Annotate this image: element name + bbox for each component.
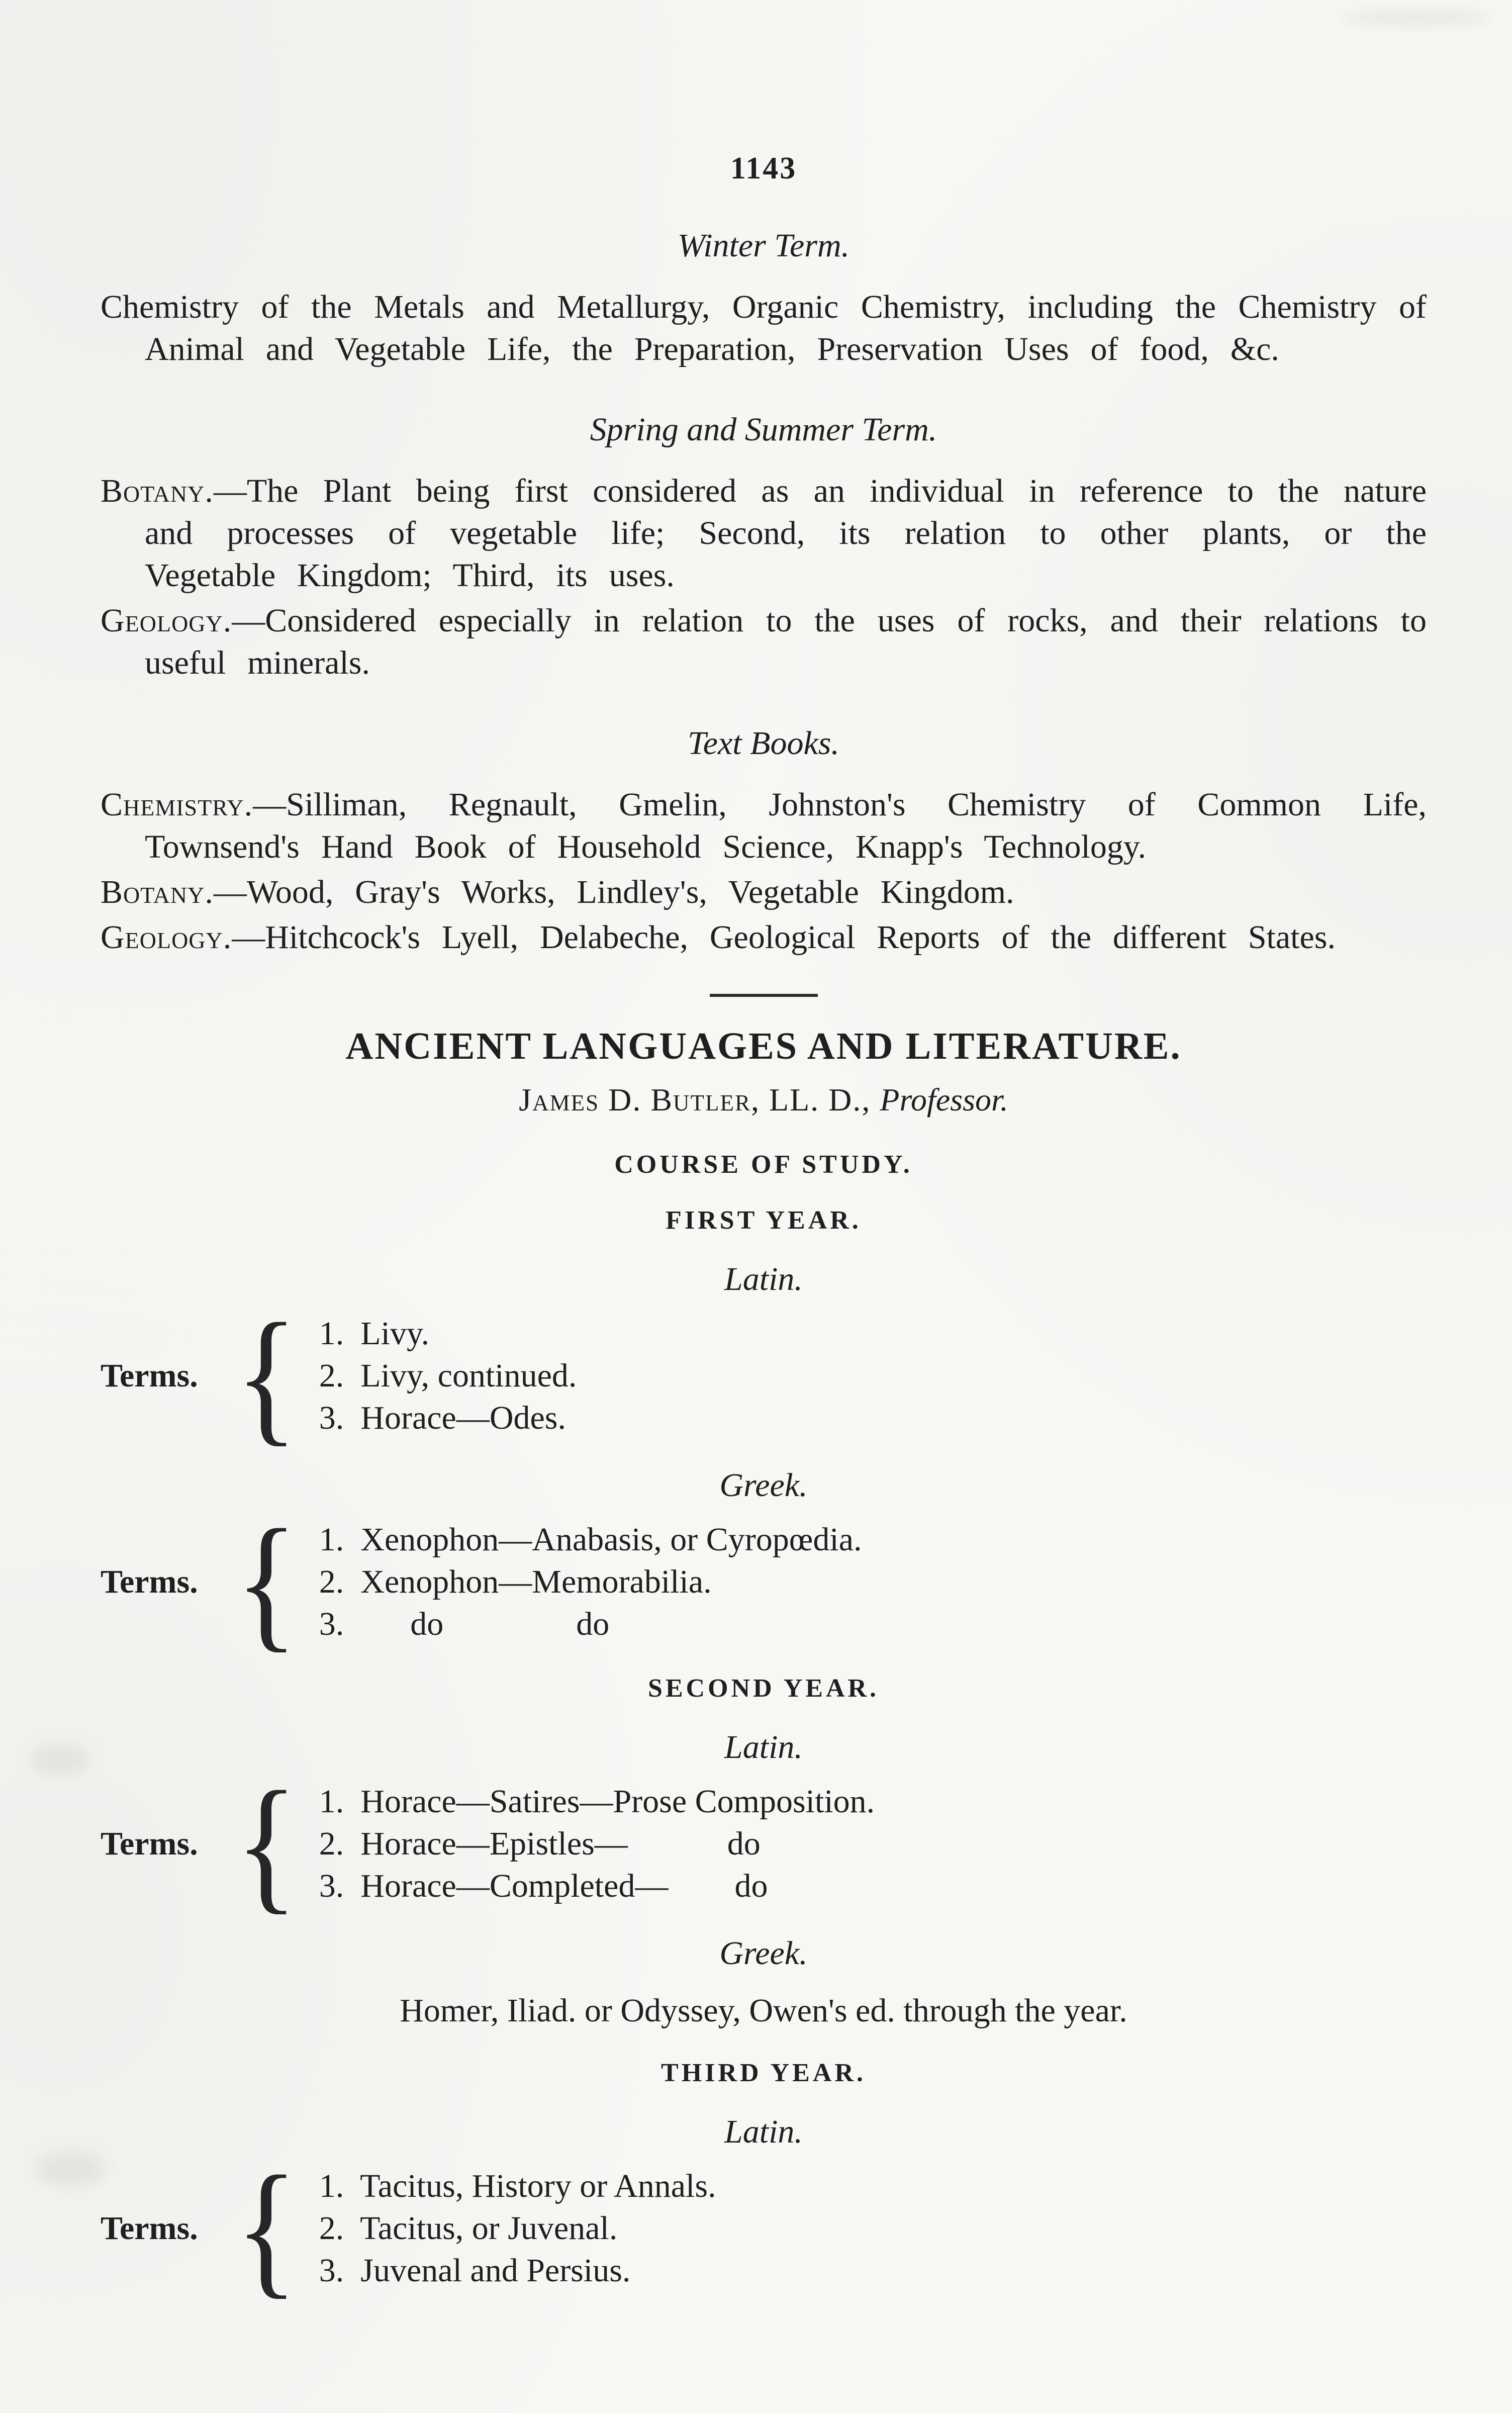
spring-summer-heading: Spring and Summer Term.	[590, 411, 937, 448]
term-item: 2. Horace—Epistles— do	[319, 1825, 761, 1862]
homer-line: Homer, Iliad. or Odyssey, Owen's ed. through the year.	[400, 1992, 1127, 2029]
term-item: 2. Xenophon—Memorabilia.	[319, 1563, 712, 1600]
terms-label: Terms.	[101, 1357, 198, 1394]
section-divider	[710, 994, 818, 997]
terms-label: Terms.	[101, 1563, 198, 1600]
first-year-greek-heading: Greek.	[719, 1467, 808, 1504]
terms-group-first-year-latin	[101, 1292, 1427, 1459]
botany-books-paragraph	[101, 871, 1427, 913]
term-item: 1. Livy.	[319, 1315, 430, 1352]
terms-items	[319, 2165, 1427, 2292]
professor-title: Professor.	[880, 1082, 1008, 1118]
terms-items	[319, 1781, 1427, 1907]
botany-books-text: —Wood, Gray's Works, Lindley's, Vegetable Kingdom.	[213, 874, 1014, 910]
chemistry-books-text: —Silliman, Regnault, Gmelin, Johnston's Chemistry of Common Life, Townsend's Hand Book of Household Science, Knapp's Technology.	[145, 786, 1427, 865]
term-item: 1. Tacitus, History or Annals.	[319, 2168, 716, 2204]
term-item: 2. Tacitus, or Juvenal.	[319, 2210, 618, 2247]
professor-byline	[101, 1081, 1427, 1119]
terms-items	[319, 1519, 1427, 1645]
term-item: 2. Livy, continued.	[319, 1357, 577, 1394]
terms-label: Terms.	[101, 1825, 198, 1862]
winter-term-heading: Winter Term.	[677, 227, 850, 264]
second-year-heading: SECOND YEAR.	[647, 1674, 880, 1703]
geology-text: —Considered especially in relation to the uses of rocks, and their relations to useful minerals.	[145, 602, 1427, 681]
term-item: 3. Horace—Completed— do	[319, 1868, 768, 1904]
scan-smudge	[35, 2152, 106, 2187]
ancient-languages-title: ANCIENT LANGUAGES AND LITERATURE.	[345, 1025, 1182, 1067]
term-item: 3. Horace—Odes.	[319, 1400, 566, 1436]
course-of-study-heading: COURSE OF STUDY.	[614, 1150, 913, 1179]
botany-label: Botany.	[101, 473, 214, 509]
first-year-heading: FIRST YEAR.	[666, 1206, 862, 1235]
geology-course-paragraph	[101, 600, 1427, 684]
winter-term-paragraph	[101, 286, 1427, 370]
scan-smudge	[1341, 10, 1492, 25]
terms-label: Terms.	[101, 2210, 198, 2247]
geology-books-text: —Hitchcock's Lyell, Delabeche, Geological Reports of the different States.	[232, 919, 1336, 956]
botany-course-paragraph	[101, 470, 1427, 597]
second-year-greek-heading: Greek.	[719, 1935, 808, 1972]
term-item: 1. Xenophon—Anabasis, or Cyropœdia.	[319, 1521, 862, 1558]
third-year-heading: THIRD YEAR.	[661, 2059, 866, 2087]
text-books-heading: Text Books.	[688, 725, 839, 762]
chemistry-books-paragraph	[101, 784, 1427, 868]
chemistry-books-label: Chemistry.	[101, 786, 253, 823]
term-item: 3. Juvenal and Persius.	[319, 2252, 631, 2289]
third-year-latin-heading: Latin.	[724, 2113, 803, 2150]
terms-group-third-year-latin	[101, 2145, 1427, 2312]
terms-items	[319, 1313, 1427, 1439]
brace-icon: {	[235, 1760, 298, 1927]
brace-icon: {	[235, 1292, 298, 1459]
botany-text: —The Plant being first considered as an individual in reference to the nature and processes of vegetable life; Second, its relation to other plants, or the Vegetable Kingdom; Third, its uses.	[145, 473, 1427, 594]
brace-icon: {	[235, 1499, 298, 1665]
terms-group-first-year-greek	[101, 1499, 1427, 1665]
geology-books-paragraph	[101, 916, 1427, 959]
second-year-latin-heading: Latin.	[724, 1729, 803, 1766]
term-item: 3. do do	[319, 1606, 610, 1642]
terms-group-second-year-latin	[101, 1760, 1427, 1927]
geology-label: Geology.	[101, 602, 232, 639]
first-year-latin-heading: Latin.	[724, 1261, 803, 1297]
scan-smudge	[30, 1744, 90, 1775]
term-item: 1. Horace—Satires—Prose Composition.	[319, 1783, 875, 1820]
page-number: 1143	[730, 151, 797, 185]
geology-books-label: Geology.	[101, 919, 232, 956]
professor-name: James D. Butler, LL. D.,	[519, 1082, 880, 1118]
brace-icon: {	[235, 2145, 298, 2312]
winter-term-text: Chemistry of the Metals and Metallurgy, Organic Chemistry, including the Chemistry of Animal and Vegetable Life, the Preparation, Preservation Uses of food, &c.	[101, 289, 1427, 367]
botany-books-label: Botany.	[101, 874, 214, 910]
